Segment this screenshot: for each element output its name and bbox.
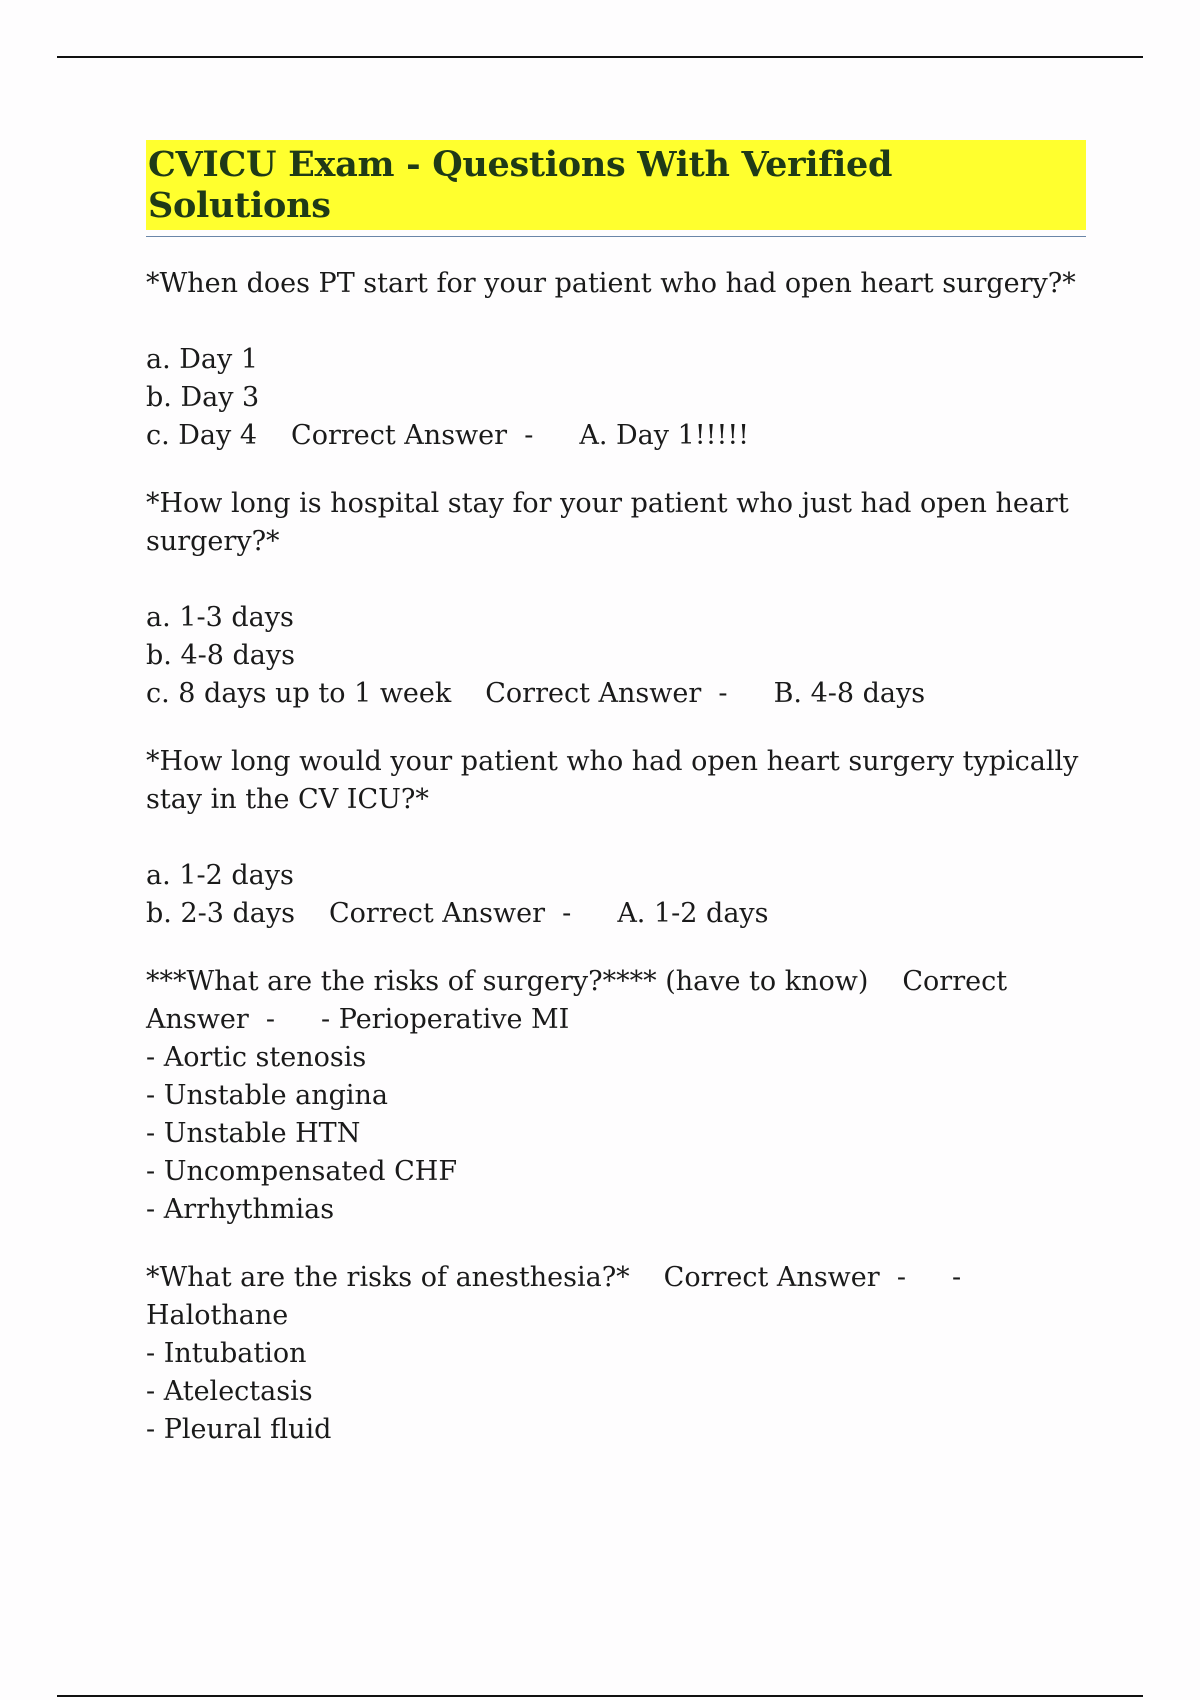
document-body <box>146 140 1086 1449</box>
question-line: *How long would your patient who had open heart surgery typically <box>146 746 1079 777</box>
question-line: surgery?* <box>146 526 280 557</box>
answer-line: - Pleural fluid <box>146 1414 332 1445</box>
option-item: c. Day 4 <box>146 420 258 451</box>
options-list <box>146 599 1086 713</box>
option-item: a. 1-2 days <box>146 860 294 891</box>
answer-label: Correct Answer - <box>329 898 572 929</box>
answer-label: Correct Answer - <box>291 420 534 451</box>
options-list <box>146 857 1086 933</box>
page-title: CVICU Exam - Questions With Verified Solutions <box>146 140 1086 230</box>
answer-label: Correct Answer - <box>663 1262 906 1293</box>
question-text <box>146 265 1086 303</box>
header-rule <box>57 56 1143 58</box>
question-block-1 <box>146 265 1086 455</box>
answer-value: A. 1-2 days <box>617 898 769 929</box>
answer-label: Correct Answer - <box>485 678 728 709</box>
answer-line: - Uncompensated CHF <box>146 1156 458 1187</box>
question-line: *When does PT start for your patient who had open heart surgery?* <box>146 268 1076 299</box>
answer-label: Answer - <box>146 1004 276 1035</box>
title-block <box>146 140 1086 237</box>
answer-label: Correct <box>902 966 1008 997</box>
answer-line: Halothane <box>146 1300 289 1331</box>
answer-line: - Arrhythmias <box>146 1194 335 1225</box>
answer-line: - Atelectasis <box>146 1376 313 1407</box>
option-item-with-answer <box>146 417 1086 455</box>
question-line: *How long is hospital stay for your patient who just had open heart <box>146 488 1069 519</box>
question-text <box>146 743 1086 819</box>
answer-line: - Unstable HTN <box>146 1118 361 1149</box>
answer-line: - Intubation <box>146 1338 307 1369</box>
option-item: b. Day 3 <box>146 382 260 413</box>
question-line: *What are the risks of anesthesia?* <box>146 1262 630 1293</box>
option-item-with-answer <box>146 895 1086 933</box>
question-line: stay in the CV ICU?* <box>146 784 429 815</box>
question-line: ***What are the risks of surgery?**** (have to know) <box>146 966 869 997</box>
question-block-3 <box>146 743 1086 933</box>
option-item: c. 8 days up to 1 week <box>146 678 452 709</box>
answer-value: A. Day 1!!!!! <box>579 420 750 451</box>
option-item-with-answer <box>146 675 1086 713</box>
question-block-4 <box>146 963 1086 1229</box>
answer-line: - Unstable angina <box>146 1080 389 1111</box>
option-item: b. 4-8 days <box>146 640 296 671</box>
question-block-5 <box>146 1259 1086 1449</box>
question-answer-text <box>146 1259 1086 1449</box>
question-text <box>146 485 1086 561</box>
question-block-2 <box>146 485 1086 713</box>
option-item: a. Day 1 <box>146 344 259 375</box>
question-answer-text <box>146 963 1086 1229</box>
footer-rule <box>57 1695 1143 1697</box>
option-item: b. 2-3 days <box>146 898 296 929</box>
answer-dash: - <box>951 1262 962 1293</box>
answer-line: - Perioperative MI <box>321 1004 570 1035</box>
option-item: a. 1-3 days <box>146 602 294 633</box>
answer-value: B. 4-8 days <box>773 678 926 709</box>
options-list <box>146 341 1086 455</box>
answer-line: - Aortic stenosis <box>146 1042 367 1073</box>
